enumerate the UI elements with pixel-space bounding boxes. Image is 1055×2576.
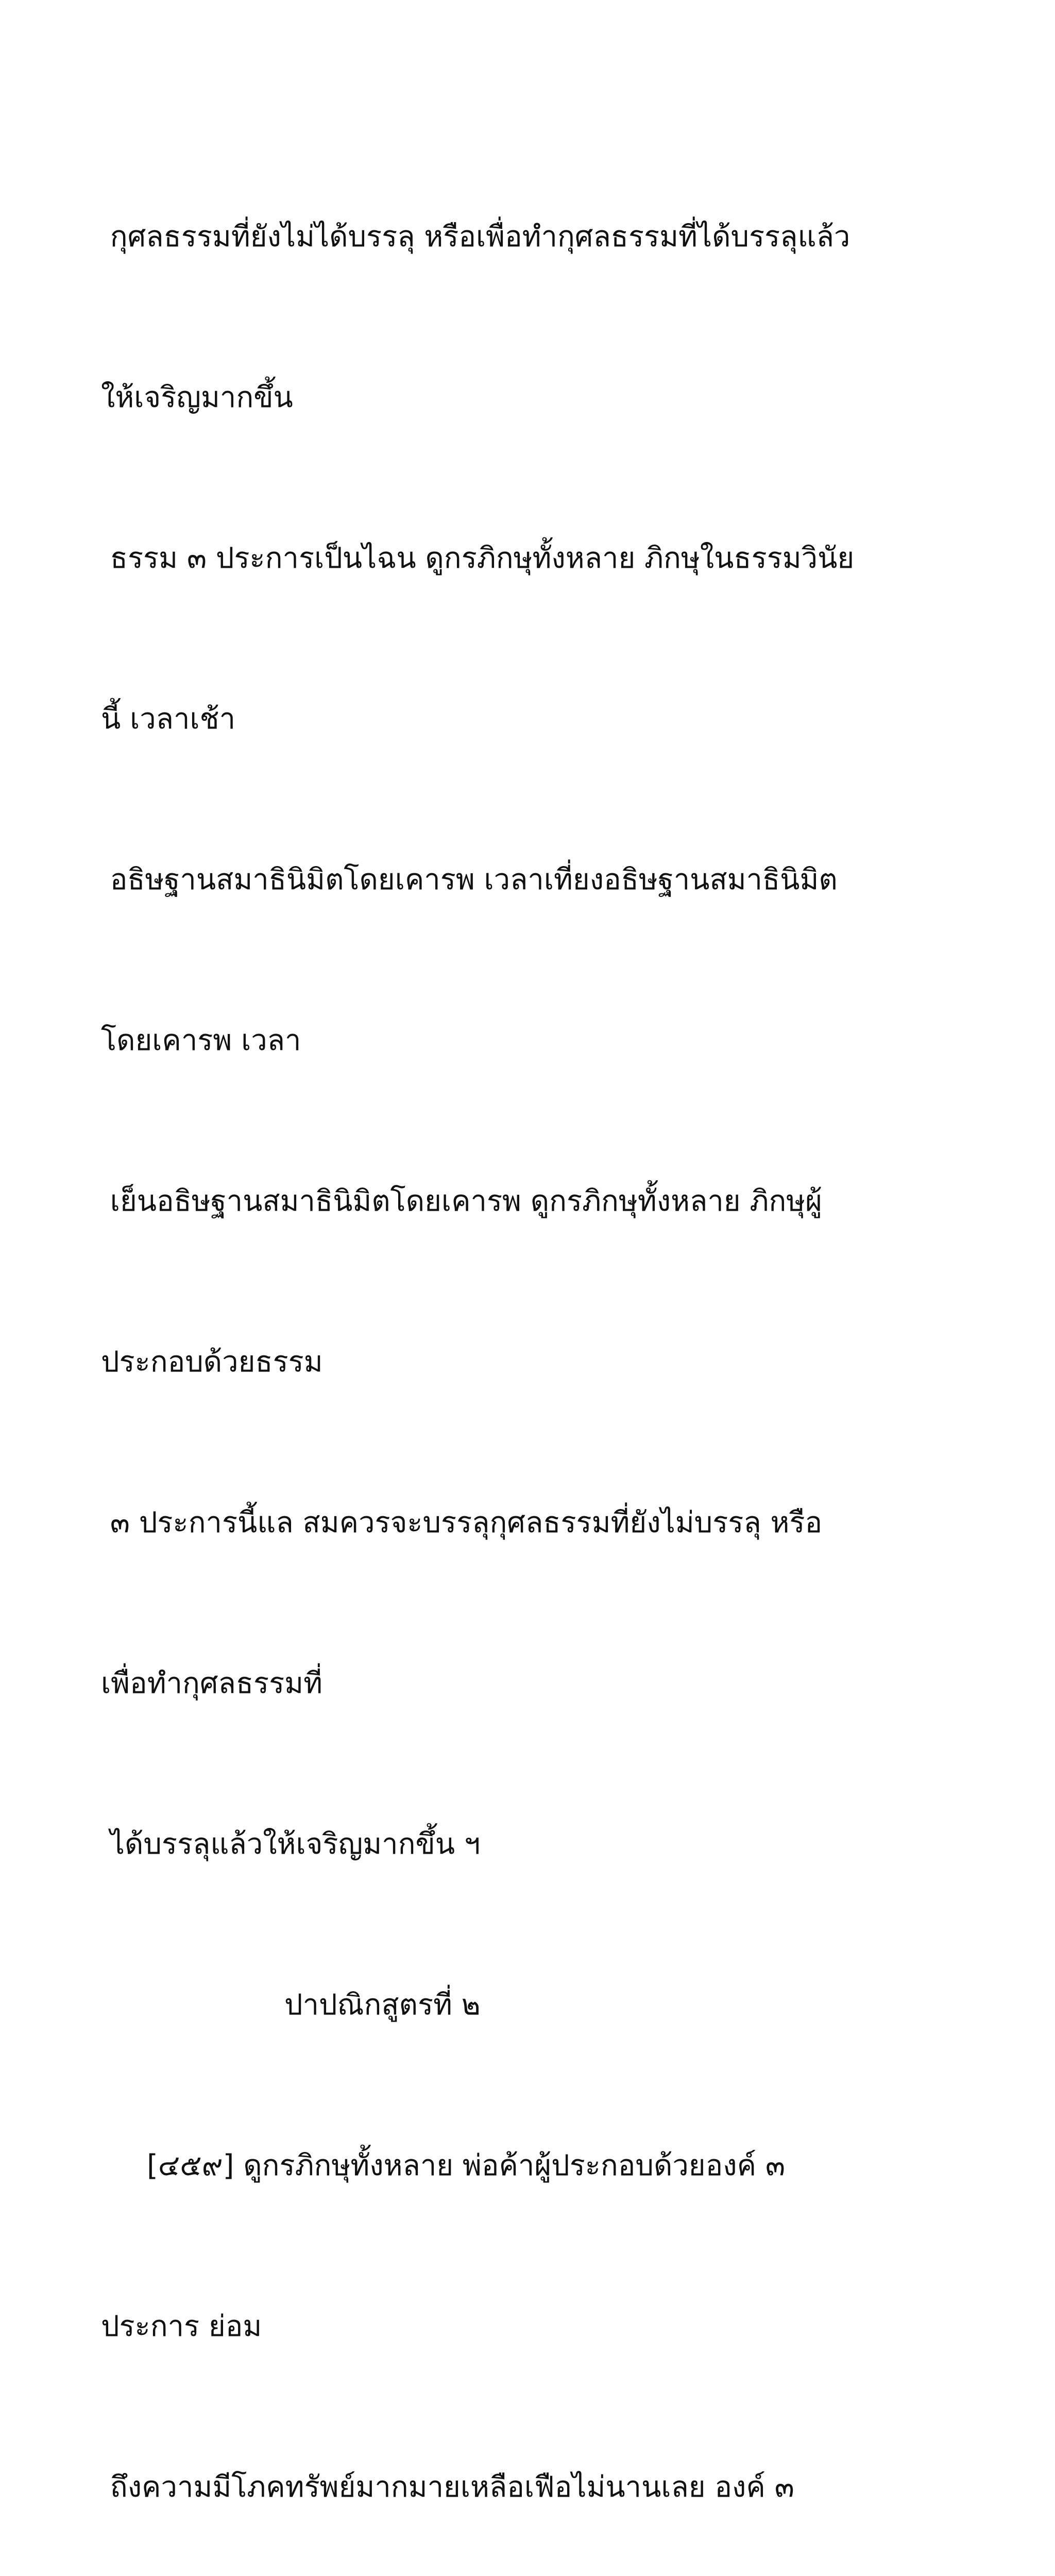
text-line-15: ถึงความมีโภคทรัพย์มากมายเหลือเฟือไม่นานเลย องค์ ๓: [101, 2470, 794, 2504]
text-line-5: อธิษฐานสมาธินิมิตโดยเคารพ เวลาเที่ยงอธิษฐานสมาธินิมิต: [101, 863, 838, 896]
text-line-14: ประการ ย่อม: [101, 2310, 262, 2343]
text-line-3: ธรรม ๓ ประการเป็นไฉน ดูกรภิกษุทั้งหลาย ภิกษุในธรรมวินัย: [101, 541, 855, 575]
text-line-9: ๓ ประการนี้แล สมควรจะบรรลุกุศลธรรมที่ยังไม่บรรลุ หรือ: [101, 1506, 823, 1539]
text-line-8: ประกอบด้วยธรรม: [101, 1345, 323, 1379]
text-line-1: กุศลธรรมที่ยังไม่ได้บรรลุ หรือเพื่อทำกุศลธรรมที่ได้บรรลุแล้ว: [101, 220, 850, 253]
document-text: [101, 103, 966, 2576]
text-line-4: นี้ เวลาเช้า: [101, 702, 236, 736]
text-line-11: ได้บรรลุแล้วให้เจริญมากขึ้น ฯ: [101, 1827, 481, 1861]
text-line-7: เย็นอธิษฐานสมาธินิมิตโดยเคารพ ดูกรภิกษุทั้งหลาย ภิกษุผู้: [101, 1184, 822, 1218]
text-line-6: โดยเคารพ เวลา: [101, 1024, 301, 1057]
text-line-10: เพื่อทำกุศลธรรมที่: [101, 1667, 322, 1700]
section-heading: ปาปณิกสูตรที่ ๒: [101, 1988, 481, 2022]
text-line-2: ให้เจริญมากขึ้น: [101, 381, 293, 414]
text-line-13: [๔๕๙] ดูกรภิกษุทั้งหลาย พ่อค้าผู้ประกอบด้วยองค์ ๓: [101, 2149, 786, 2182]
